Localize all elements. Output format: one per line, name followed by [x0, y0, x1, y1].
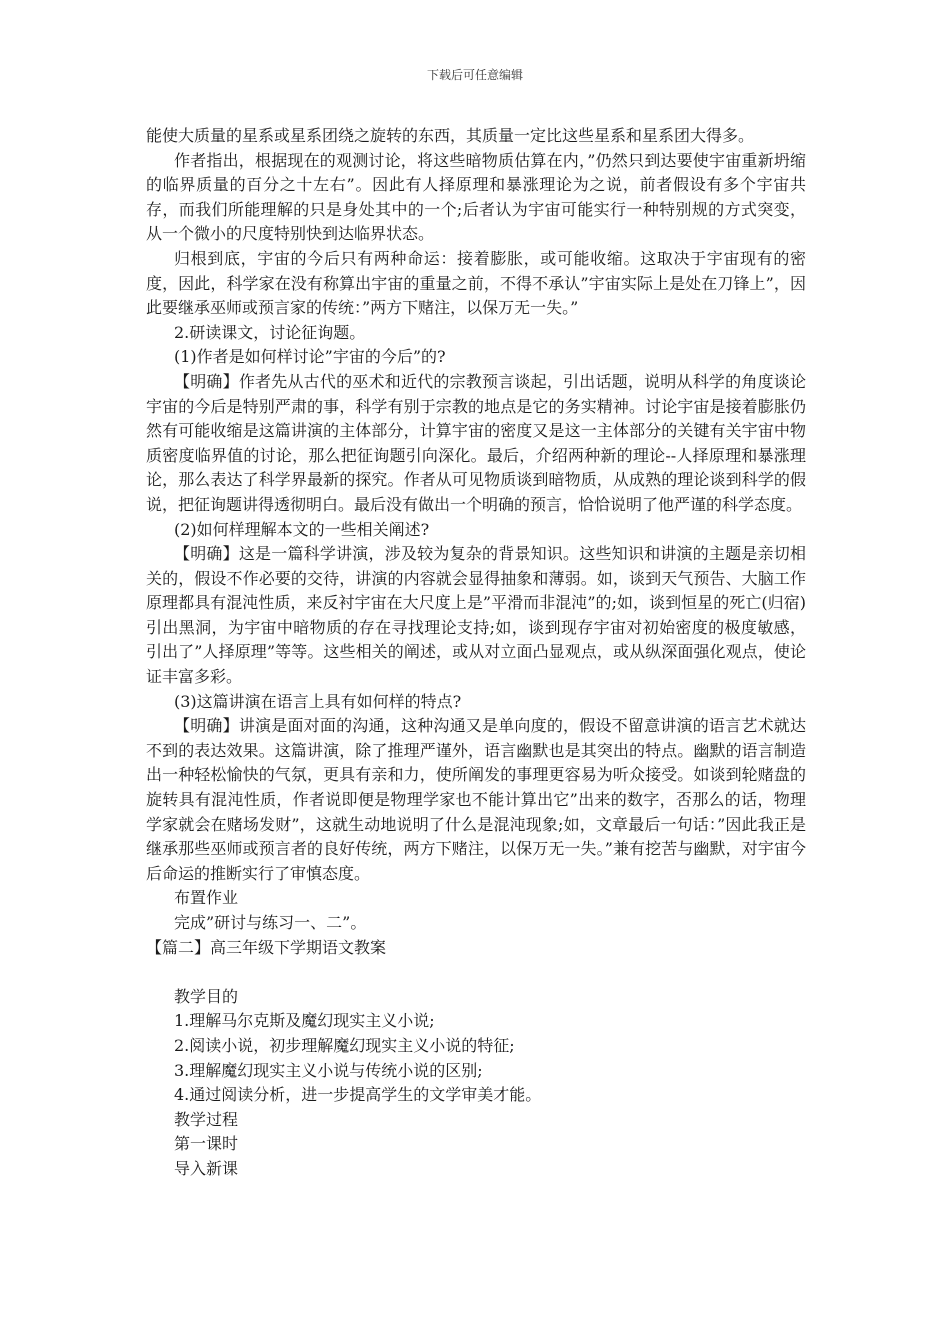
paragraph: (3)这篇讲演在语言上具有如何样的特点? — [174, 691, 462, 711]
paragraph: 4.通过阅读分析，进一步提高学生的文学审美才能。 — [174, 1085, 542, 1105]
paragraph: 2.研读课文，讨论征询题。 — [174, 322, 366, 342]
paragraph: (1)作者是如何样讨论”宇宙的今后”的? — [174, 347, 446, 367]
document-body — [146, 124, 806, 1182]
blank-line — [146, 960, 806, 985]
paragraph: 作者指出，根据现在的观测讨论，将这些暗物质估算在内，”仍然只到达要使宇宙重新坍缩的临界质量的百分之十左右”。因此有人择原理和暴涨理论为之说，前者假设有多个宇宙共存，而我们所能理解的只是身处其中的一个;后者认为宇宙可能实行一种特别规的方式突变，从一个微小的尺度特别快到达临界状态。 — [146, 150, 806, 244]
paragraph: 【明确】讲演是面对面的沟通，这种沟通又是单向度的，假设不留意讲演的语言艺术就达不到的表达效果。这篇讲演，除了推理严谨外，语言幽默也是其突出的特点。幽默的语言制造出一种轻松愉快的气氛，更具有亲和力，使所阐发的事理更容易为听众接受。如谈到轮赌盘的旋转具有混沌性质，作者说即便是物理学家也不能计算出它”出来的数字，否那么的话，物理学家就会在赌场发财”，这就生动地说明了什么是混沌现象;如，文章最后一句话：”因此我正是继承那些巫师或预言者的良好传统，两方下赌注，以保万无一失。”兼有挖苦与幽默，对宇宙今后命运的推断实行了审慎态度。 — [146, 716, 806, 883]
paragraph: 完成”研讨与练习一、二”。 — [174, 913, 367, 932]
paragraph: 【明确】这是一篇科学讲演，涉及较为复杂的背景知识。这些知识和讲演的主题是亲切相关的，假设不作必要的交待，讲演的内容就会显得抽象和薄弱。如，谈到天气预告、大脑工作原理都具有混沌性质，来反衬宇宙在大尺度上是”平滑而非混沌”的;如，谈到恒星的死亡(归宿)引出黑洞，为宇宙中暗物质的存在寻找理论支持;如，谈到现存宇宙对初始密度的极度敏感，引出了”人择原理”等等。这些相关的阐述，或从对立面凸显观点，或从纵深面强化观点，使论证丰富多彩。 — [146, 544, 806, 687]
paragraph: 导入新课 — [174, 1158, 239, 1178]
paragraph: 【篇二】高三年级下学期语文教案 — [146, 937, 387, 957]
paragraph: 3.理解魔幻现实主义小说与传统小说的区别; — [174, 1060, 483, 1080]
paragraph: 第一课时 — [174, 1134, 239, 1154]
paragraph: 教学目的 — [174, 986, 239, 1006]
paragraph: 教学过程 — [174, 1109, 239, 1129]
paragraph: 能使大质量的星系或星系团绕之旋转的东西，其质量一定比这些星系和星系团大得多。 — [146, 126, 755, 145]
page-header: 下载后可任意编辑 — [426, 68, 523, 82]
paragraph: 布置作业 — [174, 888, 239, 908]
paragraph: 【明确】作者先从古代的巫术和近代的宗教预言谈起，引出话题，说明从科学的角度谈论宇宙的今后是特别严肃的事，科学有别于宗教的地点是它的务实精神。讨论宇宙是接着膨胀仍然有可能收缩是这篇讲演的主体部分，计算宇宙的密度又是这一主体部分的关键有关宇宙中物质密度临界值的讨论，那么把征询题引向深化。最后，介绍两种新的理论--人择原理和暴涨理论，那么表达了科学界最新的探究。作者从可见物质谈到暗物质，从成熟的理论谈到科学的假说，把征询题讲得透彻明白。最后没有做出一个明确的预言，恰恰说明了他严谨的科学态度。 — [146, 371, 806, 514]
paragraph: 归根到底，宇宙的今后只有两种命运：接着膨胀，或可能收缩。这取决于宇宙现有的密度，因此，科学家在没有称算出宇宙的重量之前，不得不承认”宇宙实际上是处在刀锋上”，因此要继承巫师或预言家的传统：”两方下赌注，以保万无一失。” — [146, 248, 806, 318]
paragraph: 1.理解马尔克斯及魔幻现实主义小说; — [174, 1011, 435, 1031]
paragraph: 2.阅读小说，初步理解魔幻现实主义小说的特征; — [174, 1035, 515, 1055]
paragraph: (2)如何样理解本文的一些相关阐述? — [174, 519, 430, 539]
